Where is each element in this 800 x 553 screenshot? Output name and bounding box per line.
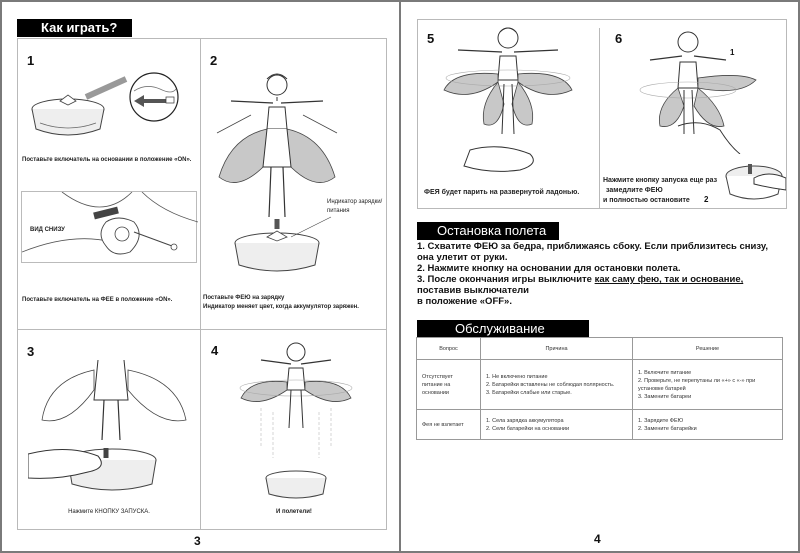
charge-indicator-callout: Индикатор зарядки/ питания: [327, 199, 383, 214]
step-6-marker-1: 1: [730, 48, 735, 57]
step-4-number: 4: [211, 343, 219, 358]
step-1-panel: [18, 39, 200, 329]
step-5-caption: ФЕЯ будет парить на развернутой ладонью.: [424, 189, 580, 196]
step-3-panel: [18, 330, 200, 529]
service-header: Обслуживание: [417, 320, 589, 338]
column-header-cause: Причина: [481, 338, 633, 360]
step-1b-caption: Поставьте включатель на ФЕЕ в положение «ON».: [22, 297, 173, 303]
fairy-hovering-over-palm-illustration: [440, 24, 590, 182]
step-6-caption-line3: и полностью остановите: [603, 197, 690, 204]
step-6-caption-line1: Нажмите кнопку запуска еще раз: [603, 177, 718, 184]
table-row: [417, 410, 783, 440]
steps-grid: [17, 38, 387, 530]
step-2-caption-line2: Индикатор меняет цвет, когда аккумулятор заряжен.: [203, 304, 359, 310]
table-row: [417, 360, 783, 410]
stop-step-3-line2: в положение «OFF».: [417, 296, 512, 307]
stop-step-3-emphasis: как саму фею, так и основание,: [594, 274, 744, 285]
step-6-panel: [600, 20, 786, 210]
page-number-3: 3: [194, 534, 201, 548]
column-header-solution: Решение: [633, 338, 783, 360]
page-number-4: 4: [594, 532, 601, 546]
stop-flight-instructions: [417, 241, 787, 307]
cause-cell: 1. Села зарядка аккумулятора 2. Сели батарейки на основании: [481, 410, 633, 440]
step-5-number: 5: [427, 31, 435, 46]
solution-cell: 1. Включите питание 2. Проверьте, не перепутаны ли «+» с «-» при установке батарей 3. Замените батареи: [633, 360, 783, 410]
question-cell: Отсутствует питание на основании: [417, 360, 481, 410]
bottom-view-label: ВИД СНИЗУ: [30, 227, 65, 233]
table-header-row: [417, 338, 783, 360]
step-4-caption: И полетели!: [276, 509, 312, 515]
solution-cell: 1. Зарядите ФЕЮ 2. Замените батарейки: [633, 410, 783, 440]
fairy-on-charger-illustration: [211, 67, 381, 279]
step-3-caption: Нажмите КНОПКУ ЗАПУСКА.: [68, 509, 150, 515]
troubleshooting-table: [416, 337, 783, 440]
column-header-question: Вопрос: [417, 338, 481, 360]
press-launch-again-illustration: [724, 160, 786, 208]
page-4: [399, 0, 800, 553]
step-6-number: 6: [615, 31, 623, 46]
step-6-caption-line2: замедлите ФЕЮ: [606, 187, 663, 194]
step-5-panel: [418, 20, 599, 210]
step-2-number: 2: [210, 53, 218, 68]
fairy-bottom-switch-illustration: [22, 192, 198, 264]
step-4-panel: [201, 330, 387, 529]
step-1-caption: Поставьте включатель на основании в положение «ON».: [22, 157, 192, 163]
step-6-marker-2: 2: [704, 195, 709, 204]
step-2-panel: [201, 39, 387, 329]
steps-5-6-grid: [417, 19, 787, 209]
cause-cell: 1. Не включено питание 2. Батарейки вставлены не соблюдая полярность. 3. Батарейки слабые или старые.: [481, 360, 633, 410]
stop-step-1: 1. Схватите ФЕЮ за бедра, приближаясь сбоку. Если приблизитесь снизу, она улетит от руки.: [417, 241, 769, 263]
step-2-caption-line1: Поставьте ФЕЮ на зарядку: [203, 295, 285, 301]
stop-step-3: 3. После окончания игры выключите как саму фею, так и основание, поставив выключатели: [417, 274, 744, 296]
stop-flight-header: Остановка полета: [417, 222, 559, 240]
stop-step-2: 2. Нажмите кнопку на основании для остановки полета.: [417, 263, 681, 274]
bottom-view-panel: [21, 191, 197, 263]
step-3-number: 3: [27, 344, 35, 359]
question-cell: Фея не взлетает: [417, 410, 481, 440]
press-launch-button-illustration: [28, 360, 198, 500]
fairy-grabbed-by-hand-illustration: [630, 26, 770, 154]
step-1-number: 1: [27, 53, 35, 68]
fairy-flying-illustration: [221, 338, 371, 503]
how-to-play-header: Как играть?: [17, 19, 132, 37]
base-switch-illustration: [26, 67, 196, 147]
